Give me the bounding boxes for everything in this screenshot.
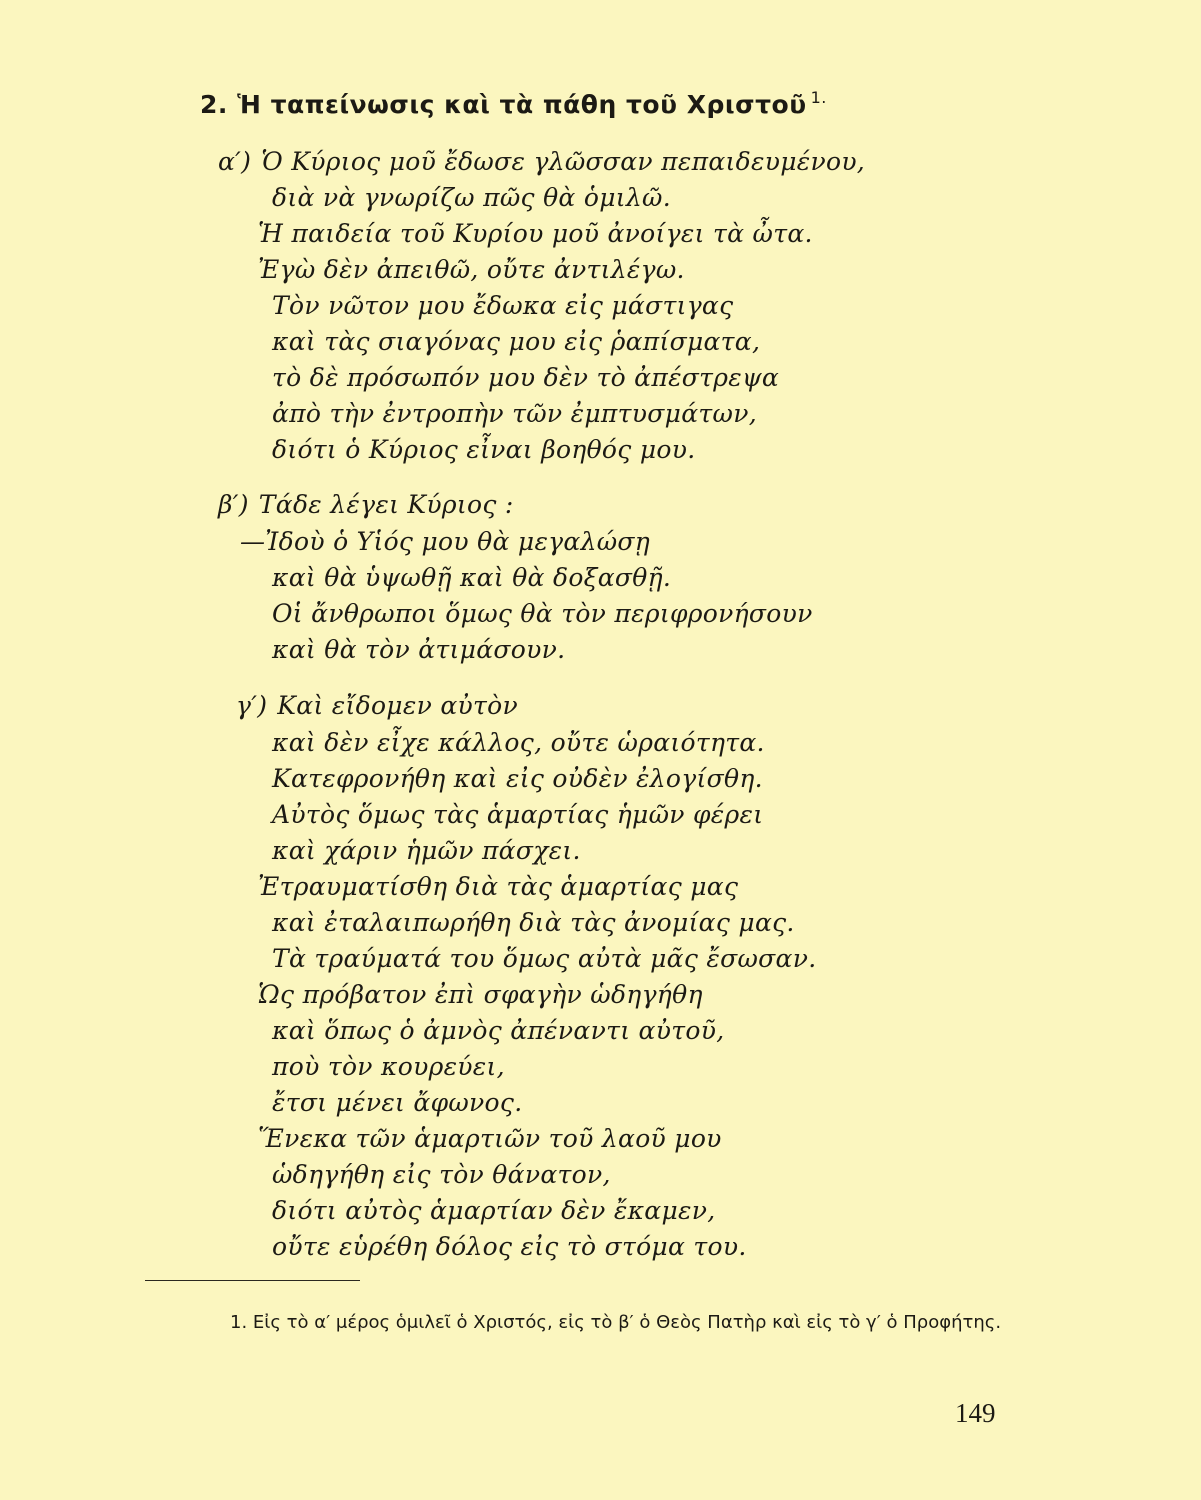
verse-line: ἔτσι μένει ἄφωνος.: [272, 1088, 523, 1117]
verse-line: Ἡ παιδεία τοῦ Κυρίου μοῦ ἀνοίγει τὰ ὦτα.: [258, 219, 813, 248]
verse-line: Αὐτὸς ὅμως τὰς ἁμαρτίας ἡμῶν φέρει: [272, 800, 764, 829]
verse-line: β′) Τάδε λέγει Κύριος :: [218, 490, 514, 519]
verse-line: Ἕνεκα τῶν ἁμαρτιῶν τοῦ λαοῦ μου: [258, 1124, 722, 1153]
footnote-divider: [145, 1280, 360, 1281]
verse-line: Ἐγὼ δὲν ἀπειθῶ, οὔτε ἀντιλέγω.: [258, 255, 685, 284]
verse-line: ἀπὸ τὴν ἐντροπὴν τῶν ἐμπτυσμάτων,: [272, 399, 757, 428]
verse-line: καὶ ἐταλαιπωρήθη διὰ τὰς ἀνομίας μας.: [272, 908, 795, 937]
footnote: 1. Εἰς τὸ α′ μέρος ὁμιλεῖ ὁ Χριστός, εἰς τὸ β′ ὁ Θεὸς Πατὴρ καὶ εἰς τὸ γ′ ὁ Προφήτης.: [230, 1312, 1002, 1333]
verse-line: διότι ὁ Κύριος εἶναι βοηθός μου.: [272, 435, 696, 464]
verse-line: Τὸν νῶτον μου ἔδωκα εἰς μάστιγας: [272, 291, 734, 320]
verse-line: Ἐτραυματίσθη διὰ τὰς ἁμαρτίας μας: [258, 872, 739, 901]
verse-line: καὶ θὰ ὑψωθῇ καὶ θὰ δοξασθῇ.: [272, 563, 672, 592]
verse-line: διότι αὐτὸς ἁμαρτίαν δὲν ἔκαμεν,: [272, 1196, 716, 1225]
section-label: α′): [218, 147, 252, 176]
verse-line: γ′) Καὶ εἴδομεν αὐτὸν: [236, 691, 518, 720]
heading-text: 2. Ἡ ταπείνωσις καὶ τὰ πάθη τοῦ Χριστοῦ: [200, 90, 807, 119]
footnote-reference: 1.: [810, 88, 827, 107]
verse-line: ὡδηγήθη εἰς τὸν θάνατον,: [272, 1160, 611, 1189]
verse-line: οὔτε εὑρέθη δόλος εἰς τὸ στόμα του.: [272, 1232, 747, 1261]
verse-line: ποὺ τὸν κουρεύει,: [272, 1052, 505, 1081]
verse-line: Κατεφρονήθη καὶ εἰς οὐδὲν ἐλογίσθη.: [272, 764, 763, 793]
verse-line: Οἱ ἄνθρωποι ὅμως θὰ τὸν περιφρονήσουν: [272, 599, 813, 628]
section-heading: [200, 88, 827, 119]
page-number: 149: [955, 1398, 996, 1428]
verse-line: α′) Ὁ Κύριος μοῦ ἔδωσε γλῶσσαν πεπαιδευμένου,: [218, 147, 866, 176]
verse-line: —Ἰδοὺ ὁ Υἱός μου θὰ μεγαλώσῃ: [240, 527, 651, 556]
verse-line: καὶ ὅπως ὁ ἀμνὸς ἀπέναντι αὐτοῦ,: [272, 1016, 725, 1045]
verse-line: Τὰ τραύματά του ὅμως αὐτὰ μᾶς ἔσωσαν.: [272, 944, 817, 973]
verse-line: καὶ τὰς σιαγόνας μου εἰς ῥαπίσματα,: [272, 327, 761, 356]
verse-line: Ὡς πρόβατον ἐπὶ σφαγὴν ὡδηγήθη: [258, 980, 703, 1009]
verse-line: καὶ δὲν εἶχε κάλλος, οὔτε ὡραιότητα.: [272, 728, 765, 757]
verse-line: καὶ χάριν ἡμῶν πάσχει.: [272, 836, 581, 865]
section-label: β′): [218, 490, 249, 519]
section-label: γ′): [236, 691, 268, 720]
verse-line: καὶ θὰ τὸν ἀτιμάσουν.: [272, 635, 566, 664]
verse-line: τὸ δὲ πρόσωπόν μου δὲν τὸ ἀπέστρεψα: [272, 363, 780, 392]
verse-line: διὰ νὰ γνωρίζω πῶς θὰ ὁμιλῶ.: [272, 183, 671, 212]
